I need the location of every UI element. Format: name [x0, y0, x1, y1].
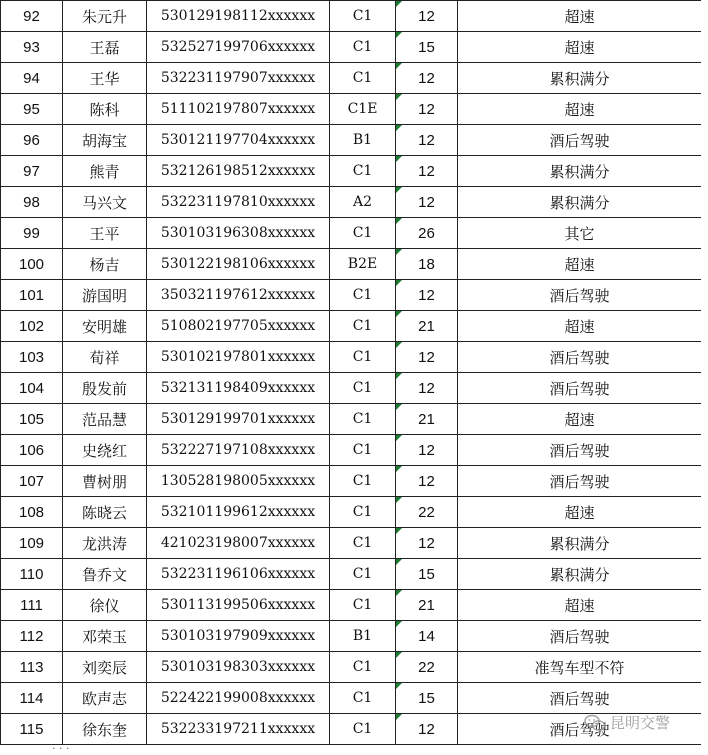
cell-id-number: 532126198512xxxxxx	[147, 156, 330, 187]
cell-reason: 酒后驾驶	[458, 683, 702, 714]
table-row	[1, 559, 702, 590]
cell-name: 徐仪	[63, 590, 147, 621]
cell-license-class: B1	[330, 125, 396, 156]
cell-license-class: C1	[330, 652, 396, 683]
cell-points: 12	[396, 466, 458, 497]
cell-license-class: C1	[330, 218, 396, 249]
cell-name: 刘奕辰	[63, 652, 147, 683]
table-row	[1, 63, 702, 94]
cell-reason: 累积满分	[458, 63, 702, 94]
cell-reason: 酒后驾驶	[458, 714, 702, 745]
cell-reason: 酒后驾驶	[458, 280, 702, 311]
cell-points: 22	[396, 497, 458, 528]
cell-number: 105	[1, 404, 63, 435]
cell-reason: 准驾车型不符	[458, 652, 702, 683]
table-row	[1, 466, 702, 497]
cell-number: 94	[1, 63, 63, 94]
cell-name: 马兴文	[63, 187, 147, 218]
cell-number: 109	[1, 528, 63, 559]
cell-license-class: C1	[330, 311, 396, 342]
wechat-icon	[584, 714, 606, 732]
cell-reason: 超速	[458, 404, 702, 435]
table-row	[1, 621, 702, 652]
cell-id-number: 532131198409xxxxxx	[147, 373, 330, 404]
cell-points: 12	[396, 1, 458, 32]
cell-id-number: 530103197909xxxxxx	[147, 621, 330, 652]
cell-number: 104	[1, 373, 63, 404]
cell-reason: 超速	[458, 249, 702, 280]
cell-license-class: C1	[330, 714, 396, 745]
cell-license-class: C1	[330, 497, 396, 528]
cell-name: 范品慧	[63, 404, 147, 435]
cell-license-class: C1	[330, 32, 396, 63]
watermark-text: 昆明交警	[610, 714, 671, 732]
cell-number: 99	[1, 218, 63, 249]
cell-number: 103	[1, 342, 63, 373]
cell-id-number: 421023198007xxxxxx	[147, 528, 330, 559]
cell-reason: 超速	[458, 497, 702, 528]
cell-name: 王华	[63, 63, 147, 94]
cell-license-class: C1	[330, 156, 396, 187]
cell-points: 21	[396, 404, 458, 435]
cell-number: 92	[1, 1, 63, 32]
cell-id-number: 530129199701xxxxxx	[147, 404, 330, 435]
cell-id-number: 532231197907xxxxxx	[147, 63, 330, 94]
cell-number: 101	[1, 280, 63, 311]
cell-license-class: C1	[330, 404, 396, 435]
cell-license-class: C1	[330, 280, 396, 311]
cell-reason: 累积满分	[458, 187, 702, 218]
cell-number: 95	[1, 94, 63, 125]
cell-number: 106	[1, 435, 63, 466]
cell-number: 111	[1, 590, 63, 621]
table-row	[1, 218, 702, 249]
cell-id-number: 532233197211xxxxxx	[147, 714, 330, 745]
cell-points: 12	[396, 94, 458, 125]
cell-id-number: 530122198106xxxxxx	[147, 249, 330, 280]
cell-points: 12	[396, 373, 458, 404]
cell-reason: 酒后驾驶	[458, 435, 702, 466]
cell-number: 112	[1, 621, 63, 652]
cell-id-number: 530103198303xxxxxx	[147, 652, 330, 683]
cell-license-class: A2	[330, 187, 396, 218]
cell-points: 12	[396, 280, 458, 311]
cell-license-class: C1	[330, 435, 396, 466]
cell-points: 15	[396, 683, 458, 714]
cell-id-number: 530102197801xxxxxx	[147, 342, 330, 373]
cell-name: 陈晓云	[63, 497, 147, 528]
cell-name: 曹树朋	[63, 466, 147, 497]
cell-license-class: C1	[330, 559, 396, 590]
cell-reason: 酒后驾驶	[458, 373, 702, 404]
table-row	[1, 156, 702, 187]
cell-name: 龙洪涛	[63, 528, 147, 559]
cell-license-class: C1	[330, 342, 396, 373]
cell-number: 93	[1, 32, 63, 63]
cell-id-number: 532231196106xxxxxx	[147, 559, 330, 590]
cell-number: 115	[1, 714, 63, 745]
cell-number: 114	[1, 683, 63, 714]
cell-license-class: B1	[330, 621, 396, 652]
table-row	[1, 404, 702, 435]
cell-id-number: 350321197612xxxxxx	[147, 280, 330, 311]
cell-reason: 累积满分	[458, 156, 702, 187]
cell-id-number: 530103196308xxxxxx	[147, 218, 330, 249]
cell-points: 26	[396, 218, 458, 249]
cell-reason: 超速	[458, 311, 702, 342]
cell-number: 108	[1, 497, 63, 528]
cell-number: 102	[1, 311, 63, 342]
cell-points: 22	[396, 652, 458, 683]
table-row	[1, 590, 702, 621]
cell-id-number: 510802197705xxxxxx	[147, 311, 330, 342]
cell-reason: 超速	[458, 590, 702, 621]
cell-license-class: C1E	[330, 94, 396, 125]
cell-name: 陈科	[63, 94, 147, 125]
table-row	[1, 373, 702, 404]
cell-name: 徐东奎	[63, 714, 147, 745]
cell-reason: 超速	[458, 32, 702, 63]
cell-points: 12	[396, 342, 458, 373]
cropped-row-fragment: · · ·	[52, 742, 70, 755]
cell-id-number: 511102197807xxxxxx	[147, 94, 330, 125]
cell-name: 史绕红	[63, 435, 147, 466]
cell-license-class: C1	[330, 528, 396, 559]
cell-name: 荀祥	[63, 342, 147, 373]
cell-id-number: 532227197108xxxxxx	[147, 435, 330, 466]
watermark	[584, 712, 670, 733]
cell-number: 113	[1, 652, 63, 683]
table-row	[1, 435, 702, 466]
cell-reason: 酒后驾驶	[458, 466, 702, 497]
table-row	[1, 125, 702, 156]
cell-name: 朱元升	[63, 1, 147, 32]
cell-name: 熊青	[63, 156, 147, 187]
right-margin	[701, 0, 708, 753]
cell-points: 12	[396, 528, 458, 559]
table-row	[1, 652, 702, 683]
cell-reason: 累积满分	[458, 528, 702, 559]
cell-points: 14	[396, 621, 458, 652]
cell-points: 15	[396, 559, 458, 590]
table-row	[1, 187, 702, 218]
cell-number: 97	[1, 156, 63, 187]
cell-name: 杨吉	[63, 249, 147, 280]
cell-points: 12	[396, 63, 458, 94]
cell-license-class: C1	[330, 590, 396, 621]
cell-id-number: 532231197810xxxxxx	[147, 187, 330, 218]
table-row	[1, 249, 702, 280]
cell-license-class: C1	[330, 373, 396, 404]
cell-license-class: C1	[330, 683, 396, 714]
cell-name: 王平	[63, 218, 147, 249]
cell-points: 12	[396, 156, 458, 187]
cell-id-number: 130528198005xxxxxx	[147, 466, 330, 497]
cell-name: 游国明	[63, 280, 147, 311]
cell-id-number: 530121197704xxxxxx	[147, 125, 330, 156]
cell-points: 15	[396, 32, 458, 63]
cell-id-number: 530129198112xxxxxx	[147, 1, 330, 32]
cell-points: 21	[396, 590, 458, 621]
cell-reason: 酒后驾驶	[458, 621, 702, 652]
cell-points: 12	[396, 435, 458, 466]
cell-license-class: C1	[330, 63, 396, 94]
cell-id-number: 532527199706xxxxxx	[147, 32, 330, 63]
table-row	[1, 32, 702, 63]
cell-name: 殷发前	[63, 373, 147, 404]
cell-id-number: 522422199008xxxxxx	[147, 683, 330, 714]
table-row	[1, 311, 702, 342]
cell-license-class: C1	[330, 1, 396, 32]
table-row	[1, 280, 702, 311]
cell-reason: 酒后驾驶	[458, 125, 702, 156]
table-body	[1, 1, 702, 745]
table-row	[1, 1, 702, 32]
cell-points: 12	[396, 714, 458, 745]
table-row	[1, 342, 702, 373]
table-row	[1, 94, 702, 125]
cell-license-class: C1	[330, 466, 396, 497]
cell-name: 鲁乔文	[63, 559, 147, 590]
cell-number: 110	[1, 559, 63, 590]
table-row	[1, 528, 702, 559]
cell-name: 欧声志	[63, 683, 147, 714]
cell-name: 胡海宝	[63, 125, 147, 156]
cell-name: 邓荣玉	[63, 621, 147, 652]
cell-license-class: B2E	[330, 249, 396, 280]
cell-points: 12	[396, 187, 458, 218]
table-row	[1, 497, 702, 528]
cell-reason: 累积满分	[458, 559, 702, 590]
table-row	[1, 683, 702, 714]
cell-name: 安明雄	[63, 311, 147, 342]
cell-reason: 超速	[458, 1, 702, 32]
cell-id-number: 530113199506xxxxxx	[147, 590, 330, 621]
cell-number: 96	[1, 125, 63, 156]
cell-reason: 其它	[458, 218, 702, 249]
cell-name: 王磊	[63, 32, 147, 63]
cell-reason: 超速	[458, 94, 702, 125]
cell-number: 107	[1, 466, 63, 497]
cell-id-number: 532101199612xxxxxx	[147, 497, 330, 528]
cell-points: 21	[396, 311, 458, 342]
cell-points: 12	[396, 125, 458, 156]
cell-number: 100	[1, 249, 63, 280]
cell-number: 98	[1, 187, 63, 218]
cell-points: 18	[396, 249, 458, 280]
cell-reason: 酒后驾驶	[458, 342, 702, 373]
